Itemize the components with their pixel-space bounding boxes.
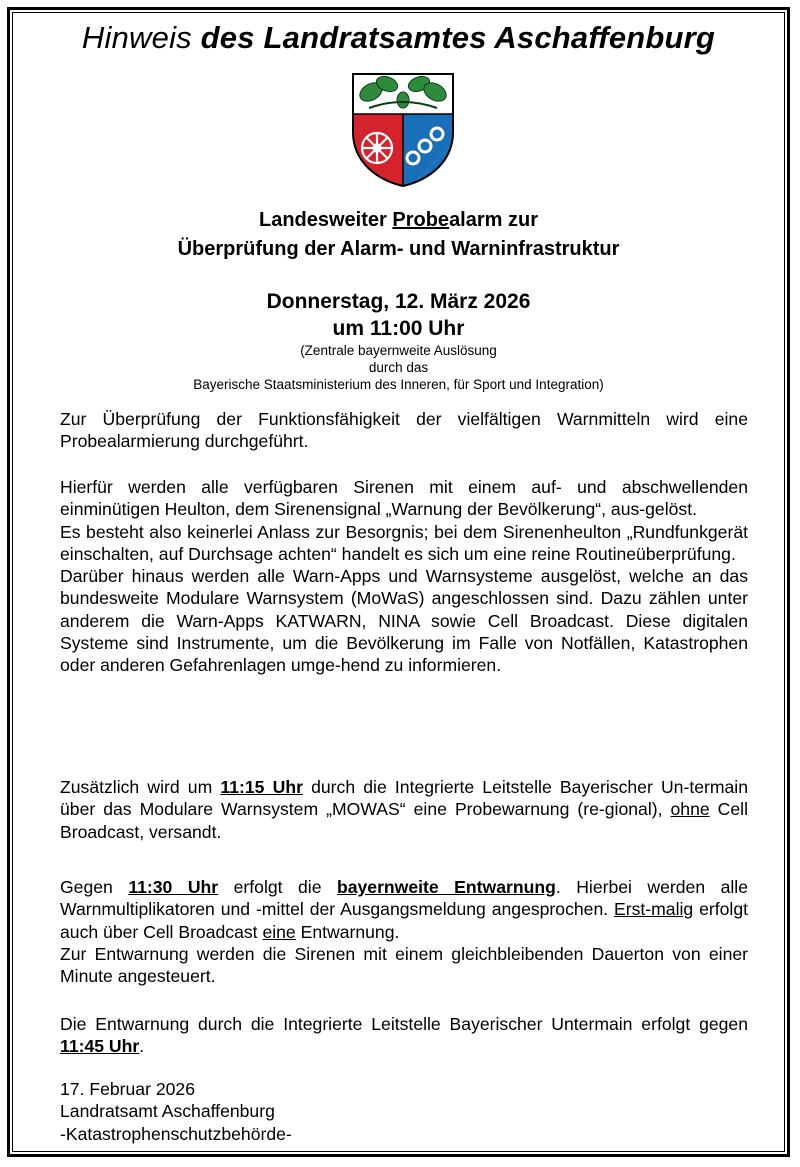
signature-date: 17. Februar 2026 (60, 1079, 195, 1099)
paragraph-5 (60, 1013, 748, 1058)
text-run: Zusätzlich wird um (60, 777, 221, 797)
signature-department: -Katastrophenschutzbehörde- (60, 1123, 292, 1144)
paragraph-text: Hierfür werden alle verfügbaren Sirenen mit einem auf- und abschwellenden einminütigen Heulton, dem Sirenensignal „Warnung der Bevölkerung“, aus-gelöst. (60, 477, 748, 520)
bold-underlined-phrase: bayernweite Entwarnung (336, 877, 556, 897)
heading-line-2: Überprüfung der Alarm- und Warninfrastruktur (177, 238, 620, 260)
underlined-word: eine (262, 921, 296, 942)
page-title (10, 20, 787, 56)
paragraph-text: Zur Entwarnung werden die Sirenen mit einem gleichbleibenden Dauerton von einer Minute angesteuert. (60, 943, 748, 987)
heading-text: Landesweiter (258, 209, 393, 231)
title-word-hinweis: Hinweis (81, 20, 192, 55)
paragraph-text (60, 1013, 748, 1058)
text-run: erfolgt auch über Cell Broadcast (60, 899, 748, 942)
paragraph-2 (60, 476, 748, 677)
text-run: . (139, 1036, 145, 1057)
paragraph-4 (60, 876, 748, 987)
event-time: um 11:00 Uhr (332, 317, 465, 340)
trigger-note-line: (Zentrale bayernweite Auslösung (300, 343, 497, 358)
paragraph-text: Es besteht also keinerlei Anlass zur Besorgnis; bei dem Sirenenheulton „Rundfunkgerät einschalten, auf Durchsage achten“ handelt es sich um eine reine Routineüberprüfung. (60, 521, 748, 564)
text-run: Cell Broadcast, versandt. (60, 799, 748, 842)
paragraph-text: Zur Überprüfung der Funktionsfähigkeit der vielfältigen Warnmitteln wird eine Probealarmierung durchgeführt. (60, 409, 748, 452)
paragraph-text: Darüber hinaus werden alle Warn-Apps und Warnsysteme ausgelöst, welche an das bundesweite Modulare Warnsystem (MoWaS) angeschlossen sind. Dazu zählen unter anderem die Warn-Apps KATWARN, NINA sowie Cell Broadcast. Diese digitalen Systeme sind Instrumente, um die Bevölkerung im Falle von Notfällen, Katastrophen oder anderen Gefahrenlagen umge-hend zu informieren. (60, 566, 748, 676)
text-run: durch die Integrierte Leitstelle Bayerischer Un-termain über das Modulare Warnsystem „MOWAS“ eine Probewarnung (re-gional), (60, 777, 748, 820)
trigger-note (10, 342, 787, 393)
notice-frame (7, 7, 790, 1157)
text-run: Entwarnung. (295, 921, 400, 942)
paragraph-text (60, 876, 748, 943)
underlined-word: Erst-malig (614, 899, 694, 920)
paragraph-text (60, 776, 748, 843)
heading-underlined: Probe (392, 209, 450, 231)
trigger-note-line: Bayerische Staatsministerium des Inneren, für Sport und Integration) (193, 377, 604, 392)
trigger-note-line: durch das (368, 360, 429, 375)
title-rest: des Landratsamtes Aschaffenburg (191, 20, 716, 55)
text-run: Die Entwarnung durch die Integrierte Leitstelle Bayerischer Untermain erfolgt gegen (60, 1014, 748, 1034)
time-highlight: 11:45 Uhr (60, 1036, 140, 1057)
underlined-word: ohne (670, 799, 710, 820)
paragraph-3 (60, 776, 748, 843)
text-run: . Hierbei werden alle Warnmultiplikatoren und -mittel der Ausgangsmeldung angesprochen. (60, 877, 749, 920)
notice-heading (10, 206, 787, 264)
text-run: Gegen (60, 877, 129, 897)
signature-block (60, 1078, 292, 1145)
heading-line-1 (10, 206, 787, 235)
paragraph-1 (60, 408, 748, 453)
coat-of-arms-icon (349, 70, 457, 188)
heading-text: alarm zur (449, 209, 538, 231)
time-highlight: 11:30 Uhr (128, 877, 219, 897)
signature-office: Landratsamt Aschaffenburg (60, 1101, 275, 1122)
text-run: erfolgt die (218, 877, 337, 897)
event-day: Donnerstag, 12. März 2026 (266, 290, 531, 313)
event-date (10, 288, 787, 342)
time-highlight: 11:15 Uhr (220, 777, 303, 797)
